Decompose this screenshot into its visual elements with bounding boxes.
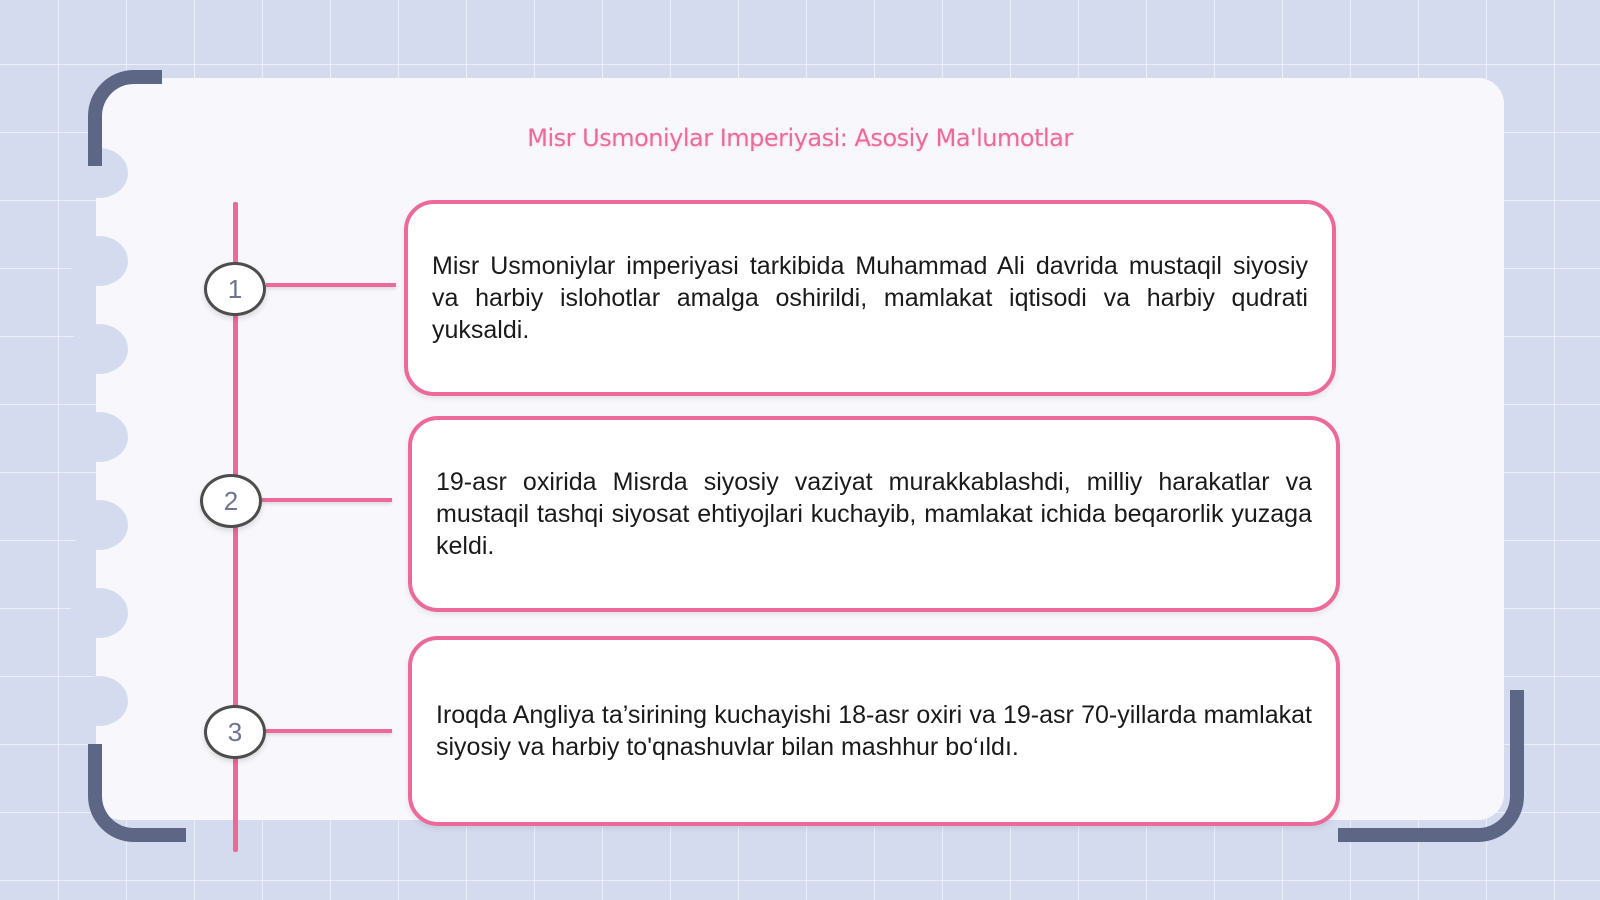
binder-hole (70, 324, 128, 374)
timeline-marker-3 (204, 705, 266, 759)
slide-title: Misr Usmoniylar Imperiyasi: Asosiy Ma'lumotlar (527, 124, 1073, 152)
card-text: Iroqda Angliya ta’sirining kuchayishi 18-asr oxiri va 19-asr 70-yillarda mamlakat siyosiy va harbiy to'qnashuvlar bilan mashhur bo‘ıldı. (436, 701, 1312, 761)
card-text: 19-asr oxirida Misrda siyosiy vaziyat murakkablashdi, milliy harakatlar va mustaqil tashqi siyosat ehtiyojlari kuchayib, mamlakat ichida beqarorlik yuzaga keldi. (436, 468, 1312, 560)
binder-hole (70, 236, 128, 286)
timeline-connector (262, 498, 392, 502)
binder-hole (70, 676, 128, 726)
timeline-marker-1 (204, 262, 266, 316)
card-text: Misr Usmoniylar imperiyasi tarkibida Muhammad Ali davrida mustaqil siyosiy va harbiy islohotlar amalga oshirildi, mamlakat iqtisodi va harbiy qudrati yuksaldi. (432, 252, 1308, 344)
frame-corner-bottom-right (1338, 690, 1524, 842)
marker-number: 3 (227, 716, 243, 747)
frame-corner-bottom-left (88, 744, 186, 842)
timeline-connector (266, 283, 396, 287)
binder-hole (70, 412, 128, 462)
marker-number: 1 (227, 273, 243, 304)
info-card-2 (408, 416, 1340, 612)
timeline-marker-2 (200, 474, 262, 528)
marker-number: 2 (223, 485, 239, 516)
binder-hole (70, 588, 128, 638)
timeline-connector (266, 729, 392, 733)
info-card-3 (408, 636, 1340, 826)
binder-hole (70, 500, 128, 550)
info-card-1 (404, 200, 1336, 396)
